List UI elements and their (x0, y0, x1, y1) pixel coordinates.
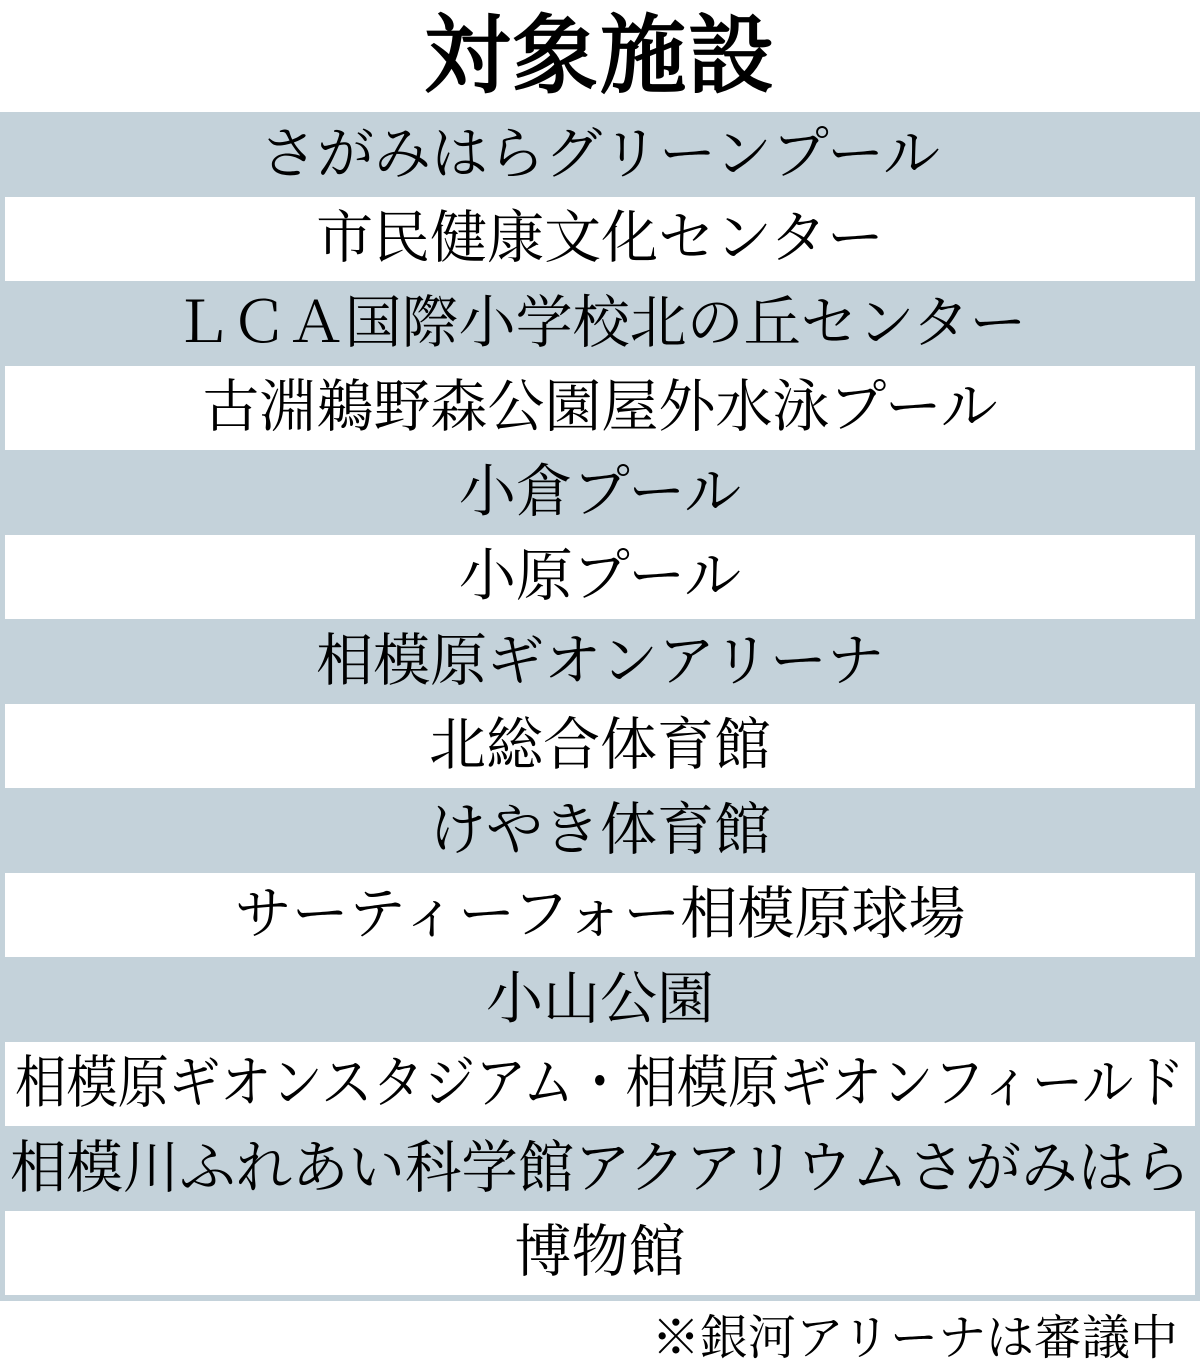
facility-name: 小原プール (458, 544, 742, 609)
facility-name: 小山公園 (486, 966, 714, 1031)
facility-name: ＬＣＡ国際小学校北の丘センター (173, 290, 1027, 355)
facility-row (0, 112, 1200, 197)
facility-row (5, 1042, 1195, 1127)
facility-row (0, 957, 1200, 1042)
facility-row (5, 366, 1195, 451)
facility-name: 小倉プール (458, 459, 742, 524)
facility-name: サーティーフォー相模原球場 (234, 882, 966, 947)
facility-row (0, 450, 1200, 535)
facility-row (5, 1211, 1195, 1296)
facility-row (0, 619, 1200, 704)
facility-name: さがみはらグリーンプール (259, 121, 940, 186)
facility-row (0, 1126, 1200, 1211)
facility-name: 古淵鵜野森公園屋外水泳プール (202, 375, 998, 440)
facility-name: 相模原ギオンアリーナ (316, 628, 884, 693)
facility-name: 北総合体育館 (429, 713, 771, 778)
facility-row (5, 535, 1195, 620)
facility-row (5, 873, 1195, 958)
page-title: 対象施設 (424, 8, 776, 104)
facility-name: 市民健康文化センター (316, 206, 884, 271)
facility-name: 相模川ふれあい科学館アクアリウムさがみはら (9, 1135, 1191, 1200)
facility-row (0, 281, 1200, 366)
facility-table (0, 112, 1200, 1301)
facility-row (5, 704, 1195, 789)
facility-name: 博物館 (514, 1220, 686, 1285)
footnote: ※銀河アリーナは審議中 (651, 1312, 1178, 1365)
facility-row (0, 788, 1200, 873)
facility-name: けやき体育館 (429, 797, 771, 862)
facility-name: 相模原ギオンスタジアム・相模原ギオンフィールド (15, 1051, 1185, 1116)
facility-row (5, 197, 1195, 282)
